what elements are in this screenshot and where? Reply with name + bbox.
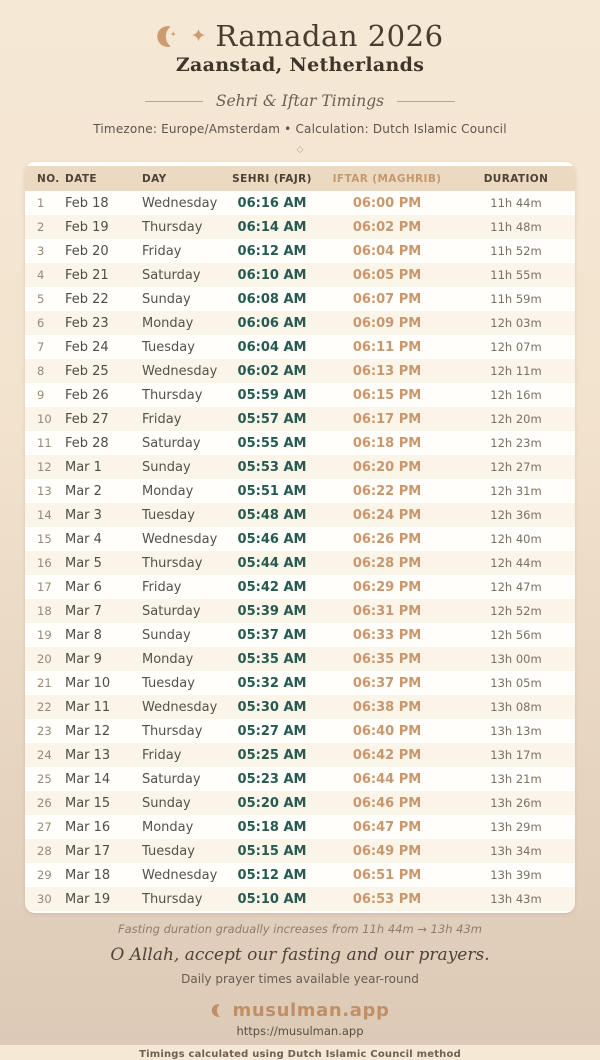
row-duration: 12h 11m bbox=[490, 364, 542, 378]
title-row bbox=[0, 19, 600, 53]
table-row bbox=[25, 767, 575, 791]
row-day: Wednesday bbox=[142, 867, 218, 883]
row-duration: 13h 17m bbox=[490, 748, 542, 762]
table-row bbox=[25, 575, 575, 599]
row-number: 7 bbox=[37, 340, 45, 354]
table-header-row bbox=[25, 166, 575, 191]
row-sehri-time: 06:10 AM bbox=[237, 267, 307, 283]
column-header-date: DATE bbox=[65, 172, 97, 185]
table-row bbox=[25, 407, 575, 431]
column-header-sehri: SEHRI (FAJR) bbox=[232, 172, 312, 185]
row-date: Mar 2 bbox=[65, 483, 102, 499]
row-iftar-time: 06:47 PM bbox=[352, 819, 422, 835]
row-day: Friday bbox=[142, 579, 182, 595]
row-iftar-time: 06:02 PM bbox=[352, 219, 422, 235]
row-number: 24 bbox=[37, 748, 52, 762]
table-row bbox=[25, 359, 575, 383]
row-iftar-time: 06:04 PM bbox=[352, 243, 422, 259]
row-number: 12 bbox=[37, 460, 52, 474]
row-number: 23 bbox=[37, 724, 52, 738]
row-day: Monday bbox=[142, 651, 194, 667]
row-iftar-time: 06:46 PM bbox=[352, 795, 422, 811]
row-date: Mar 10 bbox=[65, 675, 111, 691]
row-date: Feb 28 bbox=[65, 435, 109, 451]
page-footer bbox=[0, 922, 600, 1060]
row-date: Mar 16 bbox=[65, 819, 111, 835]
row-iftar-time: 06:40 PM bbox=[352, 723, 422, 739]
row-sehri-time: 05:27 AM bbox=[237, 723, 307, 739]
row-date: Mar 4 bbox=[65, 531, 102, 547]
row-sehri-time: 05:35 AM bbox=[237, 651, 307, 667]
row-iftar-time: 06:17 PM bbox=[352, 411, 422, 427]
row-iftar-time: 06:05 PM bbox=[352, 267, 422, 283]
row-iftar-time: 06:42 PM bbox=[352, 747, 422, 763]
row-date: Mar 1 bbox=[65, 459, 102, 475]
row-iftar-time: 06:44 PM bbox=[352, 771, 422, 787]
row-day: Wednesday bbox=[142, 699, 218, 715]
timings-table-card bbox=[25, 162, 575, 913]
row-day: Sunday bbox=[142, 291, 191, 307]
row-number: 3 bbox=[37, 244, 45, 258]
row-iftar-time: 06:00 PM bbox=[352, 195, 422, 211]
row-iftar-time: 06:07 PM bbox=[352, 291, 422, 307]
row-day: Monday bbox=[142, 819, 194, 835]
diamond-ornament-icon: ◇ bbox=[296, 145, 304, 155]
table-body bbox=[25, 191, 575, 911]
column-header-day: DAY bbox=[142, 172, 167, 185]
calculation-method-note: Timings calculated using Dutch Islamic Council method bbox=[139, 1049, 461, 1060]
dua-quote: O Allah, accept our fasting and our prayers. bbox=[110, 945, 490, 965]
row-iftar-time: 06:37 PM bbox=[352, 675, 422, 691]
row-duration: 12h 03m bbox=[490, 316, 542, 330]
row-date: Mar 11 bbox=[65, 699, 111, 715]
row-duration: 12h 16m bbox=[490, 388, 542, 402]
row-day: Wednesday bbox=[142, 195, 218, 211]
row-date: Feb 19 bbox=[65, 219, 109, 235]
row-duration: 11h 55m bbox=[490, 268, 542, 282]
row-date: Feb 25 bbox=[65, 363, 109, 379]
row-iftar-time: 06:09 PM bbox=[352, 315, 422, 331]
row-number: 21 bbox=[37, 676, 52, 690]
row-date: Feb 18 bbox=[65, 195, 109, 211]
row-sehri-time: 05:39 AM bbox=[237, 603, 307, 619]
row-sehri-time: 05:44 AM bbox=[237, 555, 307, 571]
row-day: Thursday bbox=[142, 387, 203, 403]
row-duration: 13h 34m bbox=[490, 844, 542, 858]
row-day: Thursday bbox=[142, 891, 203, 907]
table-row bbox=[25, 863, 575, 887]
brand-link[interactable] bbox=[0, 1000, 600, 1021]
row-number: 14 bbox=[37, 508, 52, 522]
column-header-no: NO. bbox=[37, 172, 60, 185]
row-date: Feb 27 bbox=[65, 411, 109, 427]
table-row bbox=[25, 743, 575, 767]
row-duration: 13h 08m bbox=[490, 700, 542, 714]
row-sehri-time: 06:16 AM bbox=[237, 195, 307, 211]
row-number: 27 bbox=[37, 820, 52, 834]
table-row bbox=[25, 887, 575, 911]
row-day: Saturday bbox=[142, 771, 201, 787]
row-number: 2 bbox=[37, 220, 45, 234]
brand-name: musulman.app bbox=[232, 1000, 390, 1021]
table-row bbox=[25, 191, 575, 215]
row-duration: 11h 48m bbox=[490, 220, 542, 234]
row-iftar-time: 06:13 PM bbox=[352, 363, 422, 379]
row-iftar-time: 06:35 PM bbox=[352, 651, 422, 667]
row-iftar-time: 06:15 PM bbox=[352, 387, 422, 403]
row-duration: 11h 52m bbox=[490, 244, 542, 258]
table-row bbox=[25, 815, 575, 839]
row-iftar-time: 06:18 PM bbox=[352, 435, 422, 451]
row-sehri-time: 05:57 AM bbox=[237, 411, 307, 427]
row-day: Monday bbox=[142, 483, 194, 499]
row-sehri-time: 05:37 AM bbox=[237, 627, 307, 643]
row-day: Sunday bbox=[142, 627, 191, 643]
row-sehri-time: 05:12 AM bbox=[237, 867, 307, 883]
row-sehri-time: 05:25 AM bbox=[237, 747, 307, 763]
row-iftar-time: 06:26 PM bbox=[352, 531, 422, 547]
row-number: 18 bbox=[37, 604, 52, 618]
table-row bbox=[25, 335, 575, 359]
row-number: 9 bbox=[37, 388, 45, 402]
table-row bbox=[25, 791, 575, 815]
divider-line-left bbox=[145, 101, 203, 102]
row-day: Tuesday bbox=[142, 675, 195, 691]
row-sehri-time: 06:02 AM bbox=[237, 363, 307, 379]
row-date: Feb 23 bbox=[65, 315, 109, 331]
brand-url[interactable]: https://musulman.app bbox=[236, 1024, 364, 1038]
row-day: Thursday bbox=[142, 723, 203, 739]
row-day: Saturday bbox=[142, 603, 201, 619]
table-row bbox=[25, 239, 575, 263]
row-day: Wednesday bbox=[142, 531, 218, 547]
row-sehri-time: 05:53 AM bbox=[237, 459, 307, 475]
table-row bbox=[25, 503, 575, 527]
row-iftar-time: 06:29 PM bbox=[352, 579, 422, 595]
row-number: 17 bbox=[37, 580, 52, 594]
row-date: Mar 7 bbox=[65, 603, 102, 619]
row-sehri-time: 05:48 AM bbox=[237, 507, 307, 523]
row-duration: 12h 36m bbox=[490, 508, 542, 522]
table-row bbox=[25, 695, 575, 719]
row-number: 4 bbox=[37, 268, 45, 282]
row-date: Mar 8 bbox=[65, 627, 102, 643]
table-row bbox=[25, 839, 575, 863]
row-iftar-time: 06:20 PM bbox=[352, 459, 422, 475]
row-number: 25 bbox=[37, 772, 52, 786]
row-iftar-time: 06:11 PM bbox=[352, 339, 422, 355]
column-header-iftar: IFTAR (MAGHRIB) bbox=[332, 172, 442, 185]
row-iftar-time: 06:49 PM bbox=[352, 843, 422, 859]
row-sehri-time: 06:14 AM bbox=[237, 219, 307, 235]
timezone-calculation-meta: Timezone: Europe/Amsterdam • Calculation: Dutch Islamic Council bbox=[93, 122, 507, 136]
row-duration: 13h 39m bbox=[490, 868, 542, 882]
row-duration: 12h 27m bbox=[490, 460, 542, 474]
row-date: Feb 22 bbox=[65, 291, 109, 307]
row-number: 8 bbox=[37, 364, 45, 378]
table-row bbox=[25, 647, 575, 671]
row-date: Mar 14 bbox=[65, 771, 111, 787]
row-number: 20 bbox=[37, 652, 52, 666]
row-duration: 12h 47m bbox=[490, 580, 542, 594]
sparkle-icon: ✦ bbox=[190, 25, 207, 47]
row-date: Mar 15 bbox=[65, 795, 111, 811]
row-date: Mar 3 bbox=[65, 507, 102, 523]
row-number: 16 bbox=[37, 556, 52, 570]
row-duration: 11h 44m bbox=[490, 196, 542, 210]
brand-crescent-icon bbox=[211, 1003, 226, 1018]
row-duration: 12h 31m bbox=[490, 484, 542, 498]
row-date: Feb 20 bbox=[65, 243, 109, 259]
table-row bbox=[25, 623, 575, 647]
row-day: Tuesday bbox=[142, 507, 195, 523]
row-day: Saturday bbox=[142, 435, 201, 451]
row-iftar-time: 06:22 PM bbox=[352, 483, 422, 499]
row-date: Feb 21 bbox=[65, 267, 109, 283]
row-iftar-time: 06:53 PM bbox=[352, 891, 422, 907]
row-iftar-time: 06:24 PM bbox=[352, 507, 422, 523]
row-duration: 12h 56m bbox=[490, 628, 542, 642]
row-duration: 12h 23m bbox=[490, 436, 542, 450]
table-row bbox=[25, 263, 575, 287]
section-divider bbox=[0, 92, 600, 110]
row-number: 30 bbox=[37, 892, 52, 906]
row-sehri-time: 05:32 AM bbox=[237, 675, 307, 691]
row-day: Friday bbox=[142, 411, 182, 427]
row-iftar-time: 06:31 PM bbox=[352, 603, 422, 619]
location-subtitle: Zaanstad, Netherlands bbox=[175, 54, 425, 76]
table-row bbox=[25, 431, 575, 455]
row-date: Feb 24 bbox=[65, 339, 109, 355]
row-number: 13 bbox=[37, 484, 52, 498]
row-day: Friday bbox=[142, 243, 182, 259]
table-row bbox=[25, 671, 575, 695]
table-row bbox=[25, 719, 575, 743]
duration-trend-note: Fasting duration gradually increases from 11h 44m → 13h 43m bbox=[117, 922, 483, 936]
table-row bbox=[25, 527, 575, 551]
row-number: 11 bbox=[37, 436, 52, 450]
row-day: Monday bbox=[142, 315, 194, 331]
row-date: Mar 12 bbox=[65, 723, 111, 739]
timings-label: Sehri & Iftar Timings bbox=[215, 92, 385, 110]
row-date: Mar 18 bbox=[65, 867, 111, 883]
row-sehri-time: 05:30 AM bbox=[237, 699, 307, 715]
row-number: 26 bbox=[37, 796, 52, 810]
row-day: Wednesday bbox=[142, 363, 218, 379]
table-row bbox=[25, 455, 575, 479]
row-number: 10 bbox=[37, 412, 52, 426]
row-date: Mar 17 bbox=[65, 843, 111, 859]
row-sehri-time: 06:08 AM bbox=[237, 291, 307, 307]
row-duration: 13h 00m bbox=[490, 652, 542, 666]
row-day: Sunday bbox=[142, 795, 191, 811]
availability-note: Daily prayer times available year-round bbox=[181, 972, 419, 986]
row-sehri-time: 05:55 AM bbox=[237, 435, 307, 451]
row-duration: 12h 20m bbox=[490, 412, 542, 426]
row-date: Mar 13 bbox=[65, 747, 111, 763]
row-sehri-time: 05:51 AM bbox=[237, 483, 307, 499]
row-iftar-time: 06:33 PM bbox=[352, 627, 422, 643]
row-day: Thursday bbox=[142, 555, 203, 571]
row-sehri-time: 05:20 AM bbox=[237, 795, 307, 811]
row-duration: 13h 26m bbox=[490, 796, 542, 810]
row-sehri-time: 05:23 AM bbox=[237, 771, 307, 787]
row-duration: 12h 07m bbox=[490, 340, 542, 354]
row-number: 28 bbox=[37, 844, 52, 858]
table-row bbox=[25, 311, 575, 335]
row-number: 19 bbox=[37, 628, 52, 642]
row-sehri-time: 05:18 AM bbox=[237, 819, 307, 835]
row-duration: 13h 21m bbox=[490, 772, 542, 786]
row-date: Mar 19 bbox=[65, 891, 111, 907]
table-row bbox=[25, 215, 575, 239]
row-number: 22 bbox=[37, 700, 52, 714]
row-duration: 13h 13m bbox=[490, 724, 542, 738]
row-day: Tuesday bbox=[142, 843, 195, 859]
row-day: Tuesday bbox=[142, 339, 195, 355]
row-duration: 12h 52m bbox=[490, 604, 542, 618]
table-row bbox=[25, 479, 575, 503]
row-sehri-time: 05:46 AM bbox=[237, 531, 307, 547]
crescent-moon-star-icon bbox=[156, 24, 181, 49]
page-header bbox=[0, 0, 600, 155]
row-sehri-time: 05:59 AM bbox=[237, 387, 307, 403]
row-number: 5 bbox=[37, 292, 45, 306]
row-sehri-time: 05:10 AM bbox=[237, 891, 307, 907]
row-duration: 13h 43m bbox=[490, 892, 542, 906]
row-duration: 11h 59m bbox=[490, 292, 542, 306]
row-number: 29 bbox=[37, 868, 52, 882]
table-row bbox=[25, 383, 575, 407]
row-duration: 13h 05m bbox=[490, 676, 542, 690]
row-sehri-time: 06:06 AM bbox=[237, 315, 307, 331]
row-date: Mar 9 bbox=[65, 651, 102, 667]
row-iftar-time: 06:51 PM bbox=[352, 867, 422, 883]
row-day: Saturday bbox=[142, 267, 201, 283]
row-iftar-time: 06:38 PM bbox=[352, 699, 422, 715]
divider-line-right bbox=[397, 101, 455, 102]
row-date: Mar 5 bbox=[65, 555, 102, 571]
row-sehri-time: 05:15 AM bbox=[237, 843, 307, 859]
row-day: Friday bbox=[142, 747, 182, 763]
table-row bbox=[25, 551, 575, 575]
row-number: 1 bbox=[37, 196, 45, 210]
page-title: Ramadan 2026 bbox=[215, 19, 444, 53]
row-day: Thursday bbox=[142, 219, 203, 235]
row-sehri-time: 05:42 AM bbox=[237, 579, 307, 595]
row-sehri-time: 06:12 AM bbox=[237, 243, 307, 259]
row-duration: 13h 29m bbox=[490, 820, 542, 834]
row-number: 6 bbox=[37, 316, 45, 330]
row-iftar-time: 06:28 PM bbox=[352, 555, 422, 571]
row-duration: 12h 44m bbox=[490, 556, 542, 570]
row-date: Mar 6 bbox=[65, 579, 102, 595]
table-row bbox=[25, 599, 575, 623]
row-number: 15 bbox=[37, 532, 52, 546]
row-sehri-time: 06:04 AM bbox=[237, 339, 307, 355]
row-duration: 12h 40m bbox=[490, 532, 542, 546]
row-day: Sunday bbox=[142, 459, 191, 475]
row-date: Feb 26 bbox=[65, 387, 109, 403]
table-row bbox=[25, 287, 575, 311]
column-header-duration: DURATION bbox=[483, 172, 549, 185]
